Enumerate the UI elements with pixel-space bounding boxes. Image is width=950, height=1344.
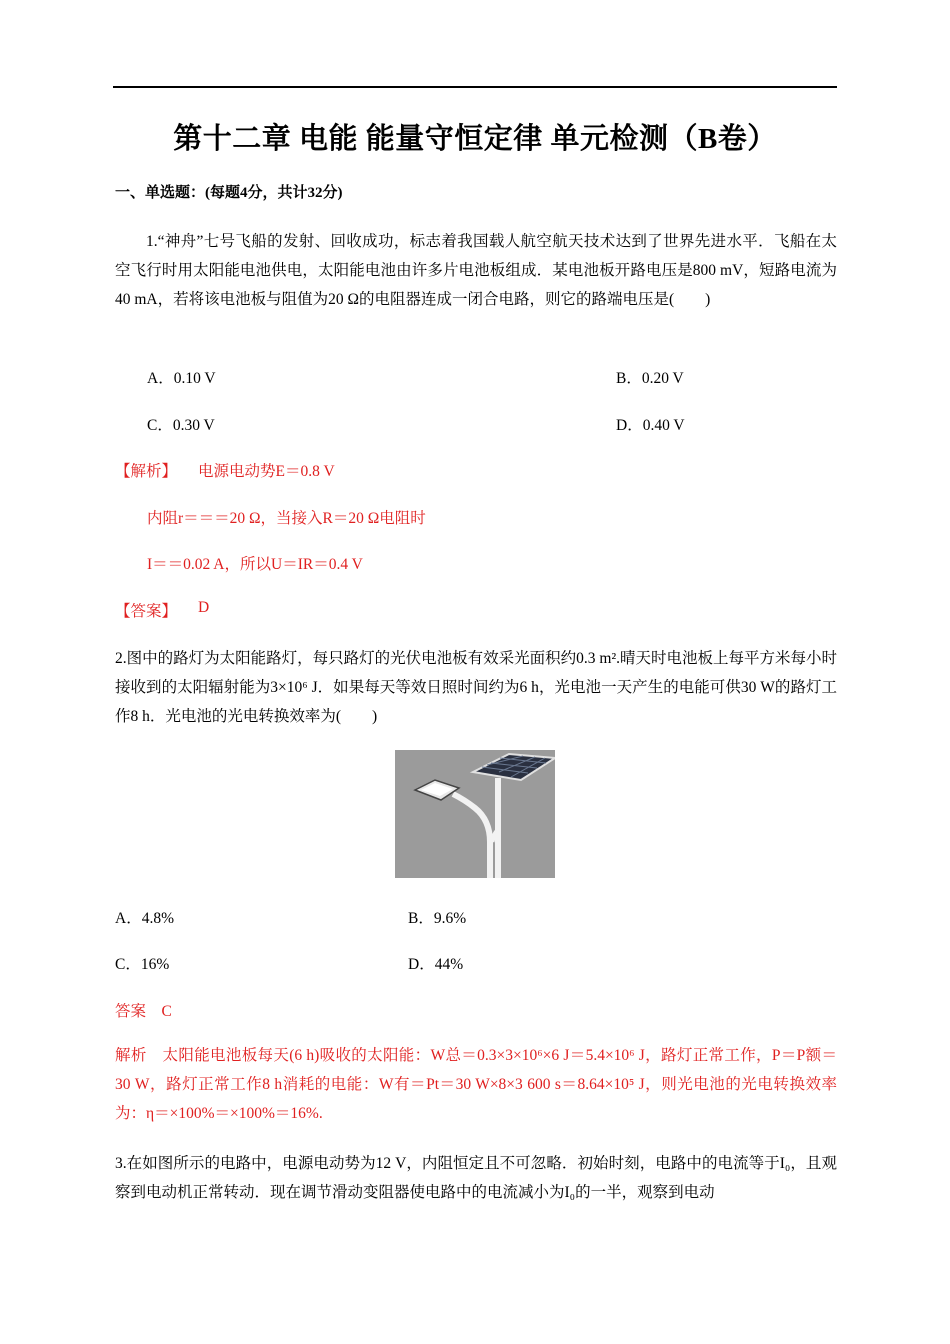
q1-analysis-line-3: I＝＝0.02 A，所以U＝IR＝0.4 V	[147, 556, 363, 573]
solar-street-lamp-image	[395, 750, 555, 878]
q1-answer-tag: 【答案】	[115, 603, 178, 620]
q1-analysis-line-1: 电源电动势E＝0.8 V	[198, 463, 335, 480]
q1-option-b: B．0.20 V	[616, 370, 684, 387]
q1-analysis-tag: 【解析】	[115, 463, 178, 480]
q1-analysis-line-2: 内阻r＝＝＝20 Ω，当接入R＝20 Ω电阻时	[147, 510, 426, 527]
q2-option-a: A．4.8%	[115, 910, 174, 927]
question-3-text: 3.在如图所示的电路中，电源电动势为12 V，内阻恒定且不可忽略．初始时刻，电路中的电流等于I₀，且观察到电动机正常转动．现在调节滑动变阻器使电路中的电流减小为I₀的一半，观察到电动	[115, 1155, 837, 1201]
q2-option-d: D．44%	[408, 956, 464, 973]
section-heading: 一、单选题：(每题4分，共计32分)	[115, 185, 343, 201]
top-rule	[113, 86, 837, 88]
q1-option-a: A．0.10 V	[147, 370, 216, 387]
street-lamp-icon	[395, 750, 555, 878]
q2-option-b: B．9.6%	[408, 910, 467, 927]
question-2-text: 2.图中的路灯为太阳能路灯，每只路灯的光伏电池板有效采光面积约0.3 m².晴天时电池板上每平方米每小时接收到的太阳辐射能为3×10⁶ J．如果每天等效日照时间约为6 h，光电池一天产生的电能可供30 W的路灯工作8 h．光电池的光电转换效率为( )	[115, 650, 837, 725]
q1-option-c: C．0.30 V	[147, 417, 215, 434]
question-1-text: 1.“神舟”七号飞船的发射、回收成功，标志着我国载人航空航天技术达到了世界先进水平．飞船在太空飞行时用太阳能电池供电，太阳能电池由许多片电池板组成．某电池板开路电压是800 mV，短路电流为40 mA，若将该电池板与阻值为20 Ω的电阻器连成一闭合电路，则它的路端电压是( )	[115, 233, 837, 308]
page-title: 第十二章 电能 能量守恒定律 单元检测（B卷）	[173, 123, 777, 155]
q1-option-d: D．0.40 V	[616, 417, 685, 434]
q2-analysis: 解析 太阳能电池板每天(6 h)吸收的太阳能：W总＝0.3×3×10⁶×6 J＝5.4×10⁶ J，路灯正常工作，P＝P额＝30 W，路灯正常工作8 h消耗的电能：W有＝Pt＝30 W×8×3 600 s＝8.64×10⁵ J，则光电池的光电转换效率为：η＝×100%＝×100%＝16%.	[115, 1047, 837, 1122]
q2-answer: 答案 C	[115, 1003, 172, 1020]
q2-option-c: C．16%	[115, 956, 170, 973]
q1-answer: D	[198, 599, 210, 616]
